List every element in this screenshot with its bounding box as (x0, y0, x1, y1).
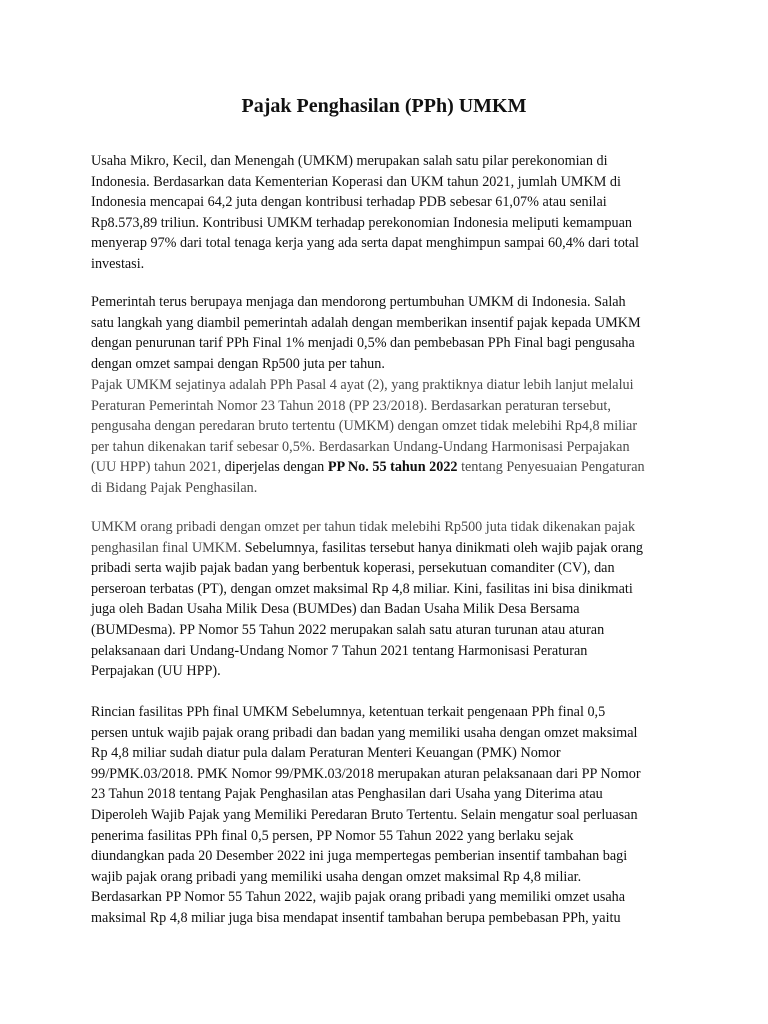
text-line: (UU HPP) tahun 2021, (91, 459, 225, 476)
text-line: penerima fasilitas PPh final 0,5 persen, PP Nomor 55 Tahun 2022 yang berlaku sejak (91, 827, 574, 844)
text-line: (BUMDesma). PP Nomor 55 Tahun 2022 merupakan salah satu aturan turunan atau aturan (91, 621, 605, 638)
text-line: wajib pajak orang pribadi yang memiliki usaha dengan omzet maksimal Rp 4,8 miliar. (91, 868, 582, 885)
text-line: Rp 4,8 miliar sudah diatur pula dalam Peraturan Menteri Keuangan (PMK) Nomor (91, 745, 561, 762)
text-line: Perpajakan (UU HPP). (91, 663, 221, 680)
text-line: penghasilan final UMKM. (91, 539, 245, 556)
text-line: Pajak UMKM sejatinya adalah PPh Pasal 4 ayat (2), yang praktiknya diatur lebih lanjut melalui (91, 377, 634, 393)
text-line: Rp8.573,89 triliun. Kontribusi UMKM terhadap perekonomian Indonesia meliputi kemampuan (91, 214, 633, 231)
text-line: diundangkan pada 20 Desember 2022 ini juga mempertegas pemberian insentif tambahan bagi (91, 848, 628, 865)
text-line: di Bidang Pajak Penghasilan. (91, 479, 258, 496)
text-segment: tentang Penyesuaian Pengaturan (457, 459, 645, 476)
paragraph-government-incentive (91, 292, 691, 374)
paragraph-rincian-fasilitas (91, 702, 691, 929)
text-line: persen untuk wajib pajak orang pribadi dan badan yang memiliki usaha dengan omzet maksimal (91, 724, 638, 741)
text-line: Pemerintah terus berupaya menjaga dan mendorong pertumbuhan UMKM di Indonesia. Salah (91, 294, 626, 310)
text-line: Indonesia mencapai 64,2 juta dengan kontribusi terhadap PDB sebesar 61,07% atau senilai (91, 194, 607, 211)
paragraph-pajak-umkm (91, 375, 691, 499)
text-line: maksimal Rp 4,8 miliar juga bisa mendapat insentif tambahan berupa pembebasan PPh, yaitu (91, 909, 621, 926)
text-line: pengusaha dengan peredaran bruto tertentu (UMKM) dengan omzet tidak melebihi Rp4,8 miliar (91, 418, 638, 435)
text-line: per tahun dikenakan tarif sebesar 0,5%. Berdasarkan Undang-Undang Harmonisasi Perpajakan (91, 438, 630, 455)
paragraph-umkm-intro (91, 151, 691, 275)
text-line: Rincian fasilitas PPh final UMKM Sebelumnya, ketentuan terkait pengenaan PPh final 0,5 (91, 704, 606, 720)
text-line: Indonesia. Berdasarkan data Kementerian Koperasi dan UKM tahun 2021, jumlah UMKM di (91, 173, 621, 190)
text-line: Peraturan Pemerintah Nomor 23 Tahun 2018 (PP 23/2018). Berdasarkan peraturan tersebut, (91, 397, 611, 414)
text-line: dengan omzet sampai dengan Rp500 juta per tahun. (91, 355, 385, 372)
text-line: perseroan terbatas (PT), dengan omzet maksimal Rp 4,8 miliar. Kini, fasilitas ini bisa dinikmati (91, 580, 633, 597)
text-line: pribadi serta wajib pajak badan yang berbentuk koperasi, persekutuan comanditer (CV), dan (91, 560, 615, 577)
text-line: pelaksanaan dari Undang-Undang Nomor 7 Tahun 2021 tentang Harmonisasi Peraturan (91, 642, 588, 659)
text-line: Usaha Mikro, Kecil, dan Menengah (UMKM) merupakan salah satu pilar perekonomian di (91, 153, 608, 169)
page-title: Pajak Penghasilan (PPh) UMKM (241, 95, 527, 117)
text-line: Diperoleh Wajib Pajak yang Memiliki Peredaran Bruto Tertentu. Selain mengatur soal perluasan (91, 806, 638, 823)
text-line: UMKM orang pribadi dengan omzet per tahun tidak melebihi Rp500 juta tidak dikenakan pajak (91, 519, 636, 535)
text-line: 23 Tahun 2018 tentang Pajak Penghasilan atas Penghasilan dari Usaha yang Diterima atau (91, 786, 603, 803)
text-segment: Sebelumnya, fasilitas tersebut hanya dinikmati oleh wajib pajak orang (244, 539, 644, 556)
text-line: satu langkah yang diambil pemerintah adalah dengan memberikan insentif pajak kepada UMKM (91, 314, 641, 331)
text-segment: diperjelas dengan (224, 459, 328, 476)
text-line: investasi. (91, 255, 145, 272)
text-line: menyerap 97% dari total tenaga kerja yang ada serta dapat menghimpun sampai 60,4% dari total (91, 235, 639, 252)
bold-reference: PP No. 55 tahun 2022 (327, 459, 458, 476)
text-line: Berdasarkan PP Nomor 55 Tahun 2022, wajib pajak orang pribadi yang memiliki omzet usaha (91, 889, 626, 906)
text-line: dengan penurunan tarif PPh Final 1% menjadi 0,5% dan pembebasan PPh Final bagi pengusaha (91, 335, 635, 352)
paragraph-umkm-orang-pribadi (91, 517, 691, 682)
text-line: 99/PMK.03/2018. PMK Nomor 99/PMK.03/2018 merupakan aturan pelaksanaan dari PP Nomor (91, 765, 641, 782)
text-line: juga oleh Badan Usaha Milik Desa (BUMDes) dan Badan Usaha Milik Desa Bersama (91, 601, 580, 618)
